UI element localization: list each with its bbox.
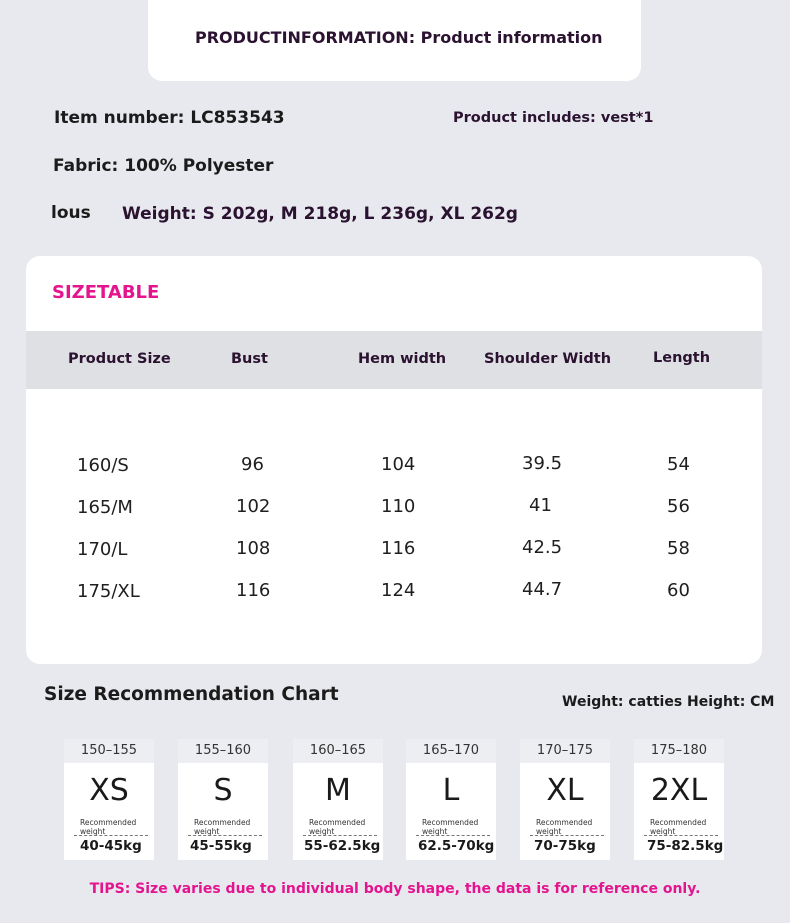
table-cell-size: 160/S [77, 455, 129, 476]
table-cell-hem: 116 [381, 538, 416, 559]
weight-range: 62.5-70kg [418, 838, 495, 854]
table-cell-size: 175/XL [77, 581, 140, 602]
size-card-xs [64, 739, 154, 860]
table-cell-bust: 96 [241, 454, 264, 475]
height-range: 175–180 [634, 739, 724, 763]
table-cell-bust: 102 [236, 496, 271, 517]
weight-range: 75-82.5kg [647, 838, 724, 854]
height-range: 150–155 [64, 739, 154, 763]
table-cell-size: 170/L [77, 539, 128, 560]
size-card-m [293, 739, 383, 860]
weight-range: 45-55kg [190, 838, 252, 854]
size-card-l [406, 739, 496, 860]
size-letter: M [325, 773, 351, 808]
recommended-weight-label: Recommended weight [650, 818, 707, 836]
recommended-weight-label: Recommended weight [309, 818, 366, 836]
size-letter: XL [546, 773, 584, 808]
divider [188, 835, 262, 836]
table-cell-shoulder: 44.7 [522, 579, 563, 600]
table-cell-hem: 104 [381, 454, 416, 475]
weight-range: 55-62.5kg [304, 838, 381, 854]
size-table-title: SIZETABLE [52, 282, 160, 303]
header-shoulder-width: Shoulder Width [484, 351, 612, 367]
table-cell-bust: 108 [236, 538, 271, 559]
product-includes: Product includes: vest*1 [453, 110, 654, 126]
table-cell-hem: 124 [381, 580, 416, 601]
product-information-card [148, 0, 641, 81]
divider [644, 835, 718, 836]
size-letter: S [213, 773, 233, 808]
size-letter: XS [89, 773, 129, 808]
product-information-title: PRODUCTINFORMATION: Product information [195, 28, 603, 47]
table-cell-length: 60 [667, 580, 690, 601]
table-cell-hem: 110 [381, 496, 416, 517]
header-product-size: Product Size [68, 351, 171, 367]
recommended-weight-label: Recommended weight [536, 818, 593, 836]
units-note: Weight: catties Height: CM [562, 694, 775, 710]
size-table-card [26, 256, 762, 664]
header-hem-width: Hem width [358, 351, 447, 367]
recommended-weight-label: Recommended weight [194, 818, 251, 836]
table-cell-size: 165/M [77, 497, 133, 518]
divider [303, 835, 377, 836]
recommended-weight-label: Recommended weight [422, 818, 479, 836]
weight-range: 40-45kg [80, 838, 142, 854]
divider [74, 835, 148, 836]
table-cell-length: 54 [667, 454, 690, 475]
height-range: 165–170 [406, 739, 496, 763]
table-cell-shoulder: 42.5 [522, 537, 563, 558]
item-number: Item number: LC853543 [54, 108, 285, 128]
table-cell-shoulder: 41 [529, 495, 552, 516]
table-cell-bust: 116 [236, 580, 271, 601]
weight-range: 70-75kg [534, 838, 596, 854]
size-card-xl [520, 739, 610, 860]
height-range: 155–160 [178, 739, 268, 763]
size-card-2xl [634, 739, 724, 860]
size-table-header [26, 331, 762, 389]
recommended-weight-label: Recommended weight [80, 818, 137, 836]
header-bust: Bust [231, 351, 268, 367]
size-letter: L [442, 773, 460, 808]
height-range: 160–165 [293, 739, 383, 763]
table-cell-shoulder: 39.5 [522, 453, 563, 474]
tips-note: TIPS: Size varies due to individual body shape, the data is for reference only. [89, 881, 701, 897]
size-recommendation-title: Size Recommendation Chart [44, 684, 339, 705]
size-letter: 2XL [650, 773, 708, 808]
divider [416, 835, 490, 836]
header-length: Length [653, 350, 711, 366]
divider [530, 835, 604, 836]
fabric-info: Fabric: 100% Polyester [53, 156, 274, 176]
size-card-s [178, 739, 268, 860]
table-cell-length: 58 [667, 538, 690, 559]
weight-info: Weight: S 202g, M 218g, L 236g, XL 262g [122, 204, 518, 224]
detail-prefix: lous [51, 203, 91, 223]
height-range: 170–175 [520, 739, 610, 763]
table-cell-length: 56 [667, 496, 690, 517]
